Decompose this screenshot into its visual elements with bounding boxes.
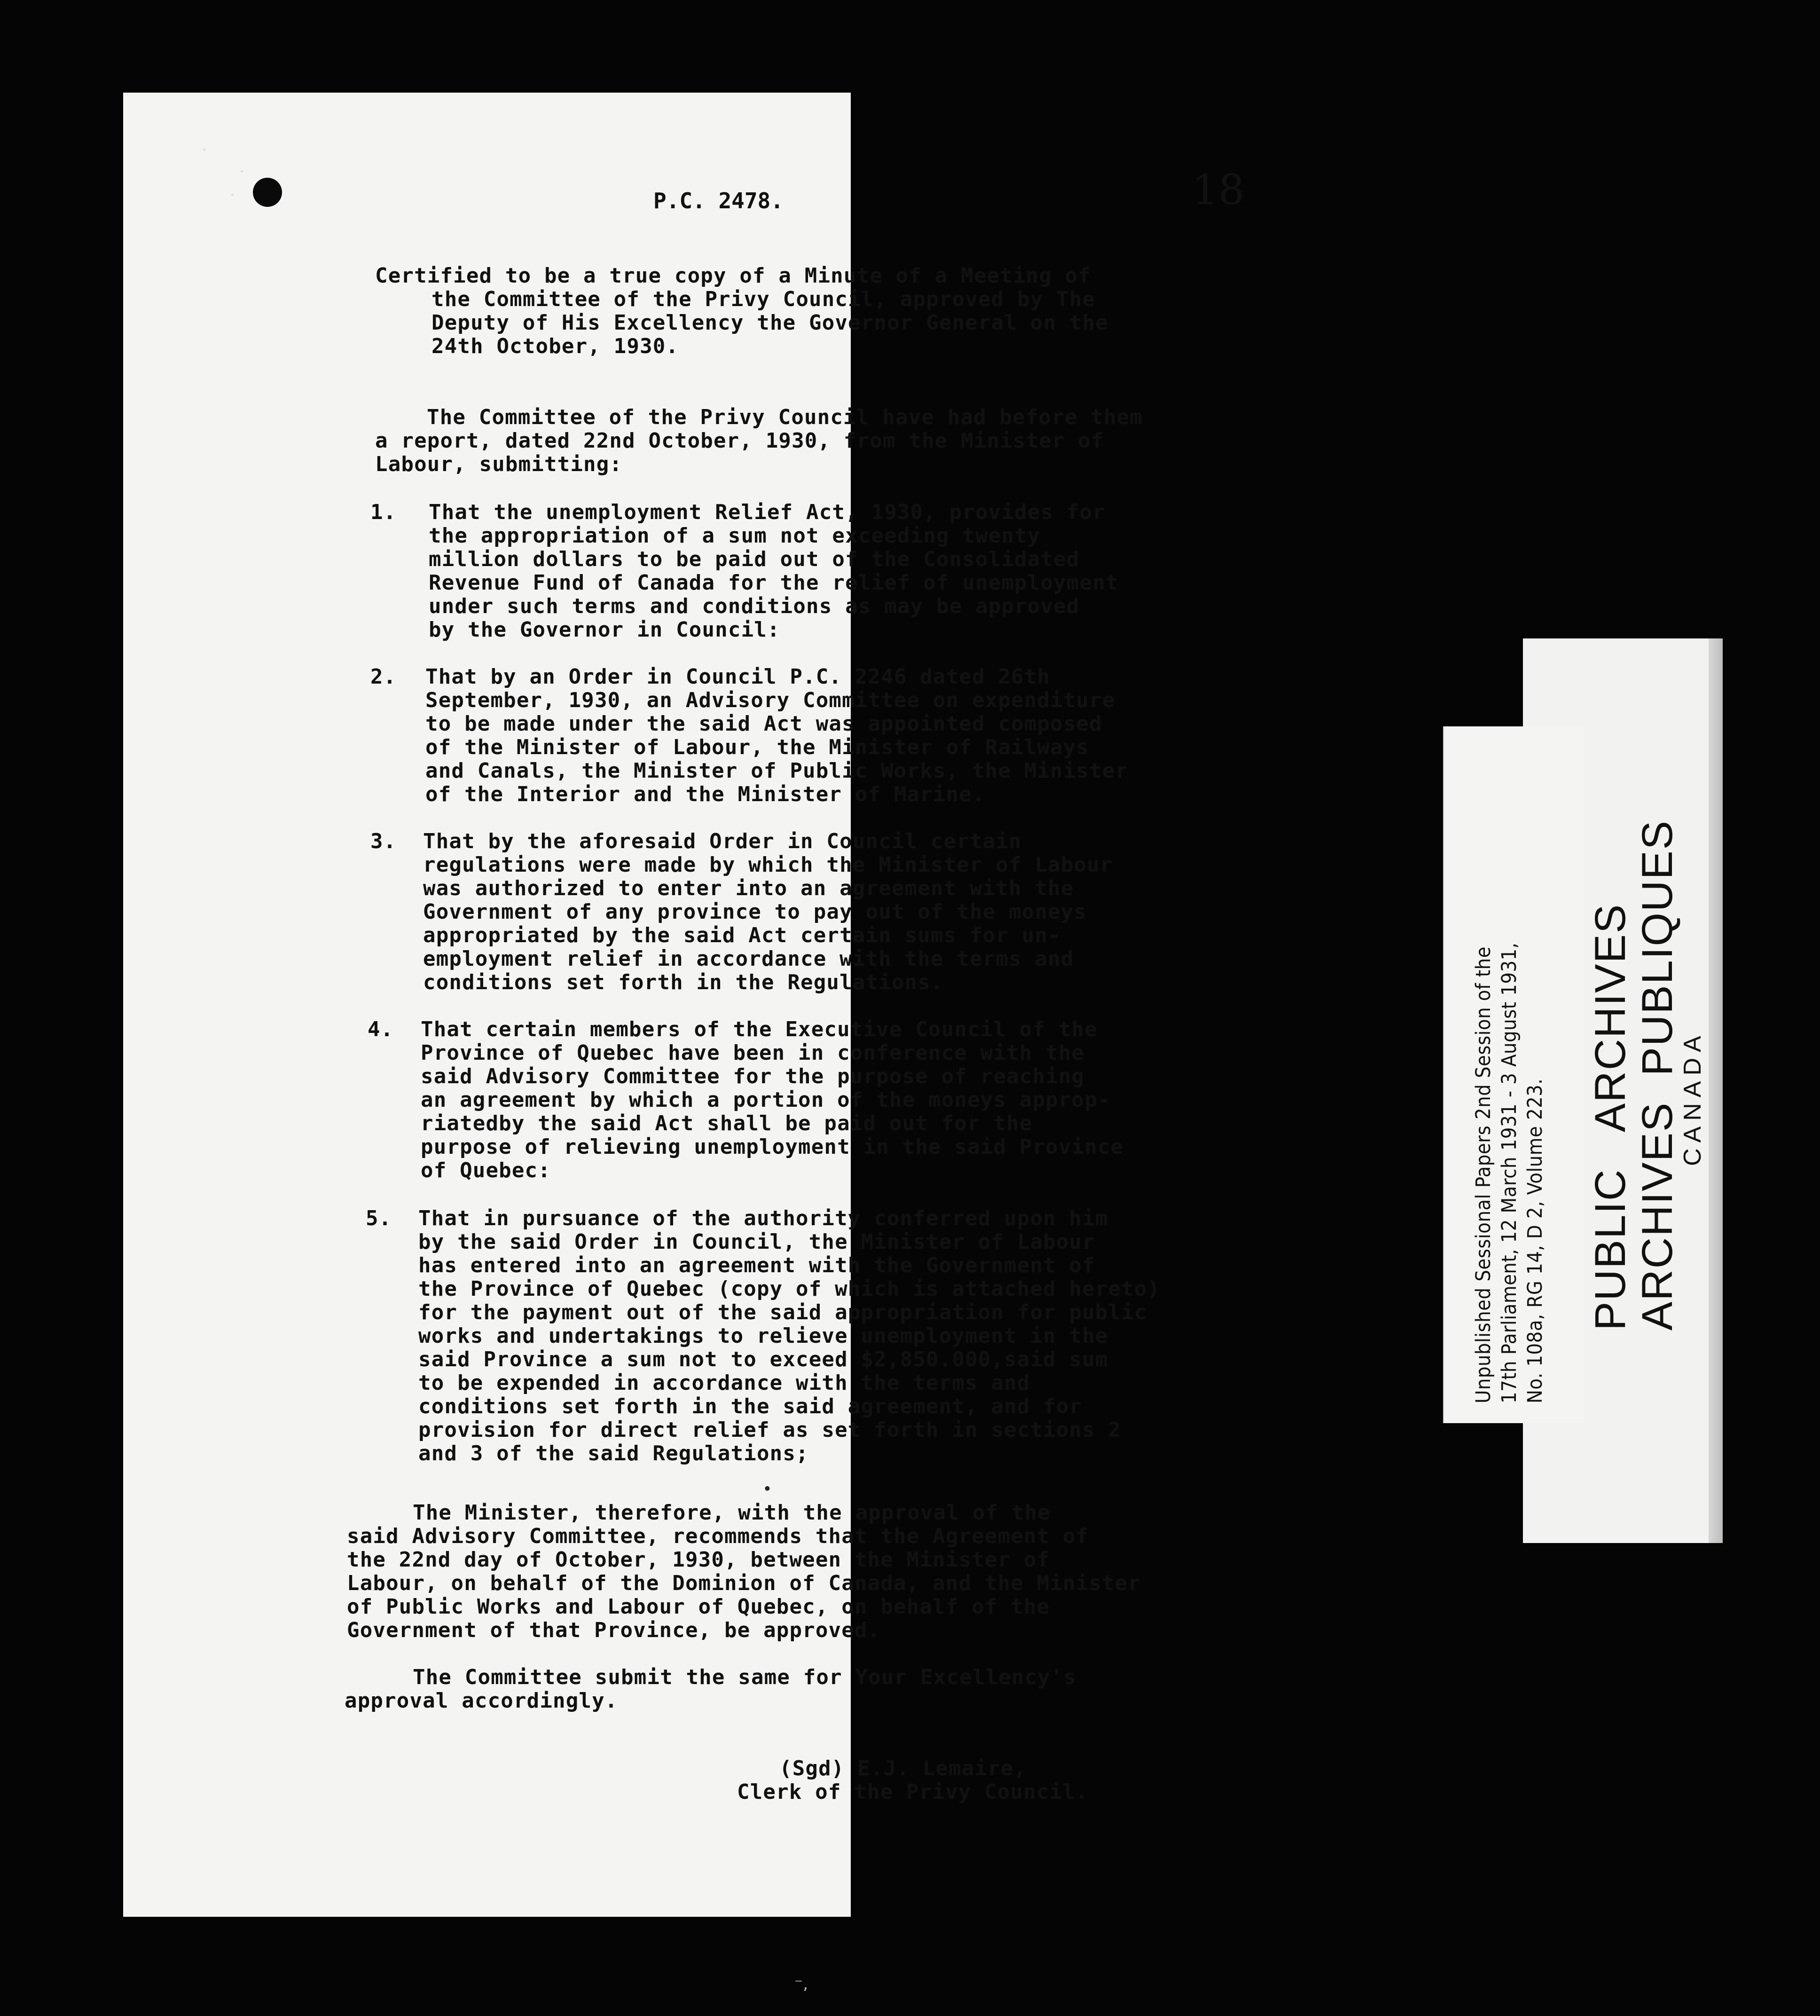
item-line: and 3 of the said Regulations; — [418, 1441, 809, 1465]
item-line: That certain members of the Executive Council of the — [421, 1017, 1098, 1041]
item-line: riatedby the said Act shall be paid out for the — [421, 1111, 1033, 1135]
punch-hole — [253, 178, 282, 207]
item-number: 5. — [366, 1206, 392, 1230]
archive-caption-line: 17th Parliament, 12 March 1931 - 3 August 1931, — [1498, 942, 1521, 1403]
signature-line: (Sgd) E.J. Lemaire, — [779, 1756, 1027, 1780]
header-line: Deputy of His Excellency the Governor General on the — [431, 311, 1108, 335]
item-line: has entered into an agreement with the Government of — [418, 1253, 1095, 1277]
item-line: of the Minister of Labour, the Minister of Railways — [425, 735, 1090, 759]
item-line: Revenue Fund of Canada for the relief of unemployment — [429, 571, 1119, 595]
item-line: September, 1930, an Advisory Committee on expenditure — [425, 688, 1115, 712]
item-line: purpose of relieving unemployment in the said Province — [421, 1135, 1124, 1159]
item-line: That the unemployment Relief Act, 1930, provides for — [429, 500, 1106, 524]
archive-country: CANADA — [1679, 1030, 1706, 1166]
intro-line: Labour, submitting: — [375, 452, 623, 476]
item-number: 1. — [370, 500, 397, 524]
item-line: conditions set forth in the Regulations. — [423, 970, 944, 994]
item-line: employment relief in accordance with the terms and — [423, 947, 1074, 971]
item-line: That in pursuance of the authority conferred upon him — [418, 1206, 1108, 1230]
item-line: said Advisory Committee for the purpose of reaching — [421, 1064, 1085, 1088]
item-line: conditions set forth in the said agreement, and for — [418, 1394, 1083, 1418]
intro-line: The Committee of the Privy Council have had before them — [427, 405, 1143, 429]
dust-speck — [231, 194, 234, 196]
item-line: to be made under the said Act was appointed composed — [425, 712, 1102, 736]
item-line: million dollars to be paid out of the Consolidated — [429, 547, 1080, 571]
header-line: the Committee of the Privy Council, approved by The — [431, 287, 1096, 311]
page-number: 18 — [1192, 165, 1245, 214]
submission-line: approval accordingly. — [345, 1689, 618, 1713]
item-number: 2. — [370, 665, 397, 689]
pc-number: P.C. 2478. — [653, 188, 784, 213]
item-line: an agreement by which a portion of the moneys approp- — [421, 1088, 1111, 1112]
recommendation-line: said Advisory Committee, recommends that the Agreement of — [347, 1524, 1089, 1548]
header-line: 24th October, 1930. — [431, 334, 679, 358]
item-line: Province of Quebec have been in conference with the — [421, 1041, 1085, 1065]
item-line: was authorized to enter into an agreement with the — [423, 876, 1074, 900]
item-line: under such terms and conditions as may be approved — [429, 594, 1080, 618]
recommendation-line: The Minister, therefore, with the approval of the — [413, 1501, 1051, 1525]
recommendation-line: the 22nd day of October, 1930, between the Minister of — [347, 1548, 1050, 1572]
item-line: works and undertakings to relieve unemployment in the — [418, 1324, 1108, 1348]
recommendation-line: of Public Works and Labour of Quebec, on behalf of the — [347, 1595, 1050, 1619]
item-line: to be expended in accordance with the terms and — [418, 1371, 1030, 1395]
recommendation-line: Labour, on behalf of the Dominion of Canada, and the Minister — [347, 1571, 1141, 1595]
item-line: and Canals, the Minister of Public Works, the Minister — [425, 759, 1129, 783]
item-line: appropriated by the said Act certain sums for un- — [423, 923, 1061, 947]
item-number: 3. — [370, 829, 397, 853]
item-line: by the said Order in Council, the Minister of Labour — [418, 1230, 1095, 1254]
item-line: provision for direct relief as set forth in sections 2 — [418, 1418, 1122, 1442]
submission-line: The Committee submit the same for Your Excellency's — [413, 1665, 1077, 1689]
dust-speck — [203, 149, 205, 151]
recommendation-line: Government of that Province, be approved. — [347, 1618, 881, 1642]
archive-caption-line: Unpublished Sessional Papers 2nd Session of the — [1472, 946, 1495, 1403]
header-line: Certified to be a true copy of a Minute of a Meeting of — [375, 264, 1091, 288]
film-mark: ⁻‚ — [794, 1975, 808, 1993]
item-line: of Quebec: — [421, 1158, 551, 1182]
dust-speck — [241, 170, 243, 173]
archive-title-english: PUBLIC ARCHIVES — [1586, 903, 1634, 1331]
item-line: That by the aforesaid Order in Council certain — [423, 829, 1022, 853]
item-line: for the payment out of the said appropriation for public — [418, 1300, 1147, 1324]
document-page — [123, 93, 851, 1917]
item-line: Government of any province to pay out of the moneys — [423, 900, 1087, 924]
item-line: of the Interior and the Minister of Marine. — [425, 782, 985, 806]
archive-caption-line: No. 108a, RG 14, D 2, Volume 223. — [1523, 1078, 1547, 1403]
signature-line: Clerk of the Privy Council. — [737, 1780, 1089, 1804]
intro-line: a report, dated 22nd October, 1930, from the Minister of — [375, 429, 1104, 453]
item-line: regulations were made by which the Minister of Labour — [423, 853, 1113, 877]
stray-mark: • — [763, 1481, 771, 1496]
item-line: by the Governor in Council: — [429, 618, 780, 642]
label-shadow — [1709, 638, 1723, 1543]
item-line: the appropriation of a sum not exceeding twenty — [429, 524, 1041, 548]
item-line: That by an Order in Council P.C. 2246 dated 26th — [425, 665, 1051, 689]
item-line: the Province of Quebec (copy of which is attached hereto) — [418, 1277, 1161, 1301]
item-number: 4. — [368, 1017, 394, 1041]
archive-title-french: ARCHIVES PUBLIQUES — [1633, 819, 1681, 1331]
item-line: said Province a sum not to exceed $2,850.000,said sum — [418, 1347, 1108, 1371]
